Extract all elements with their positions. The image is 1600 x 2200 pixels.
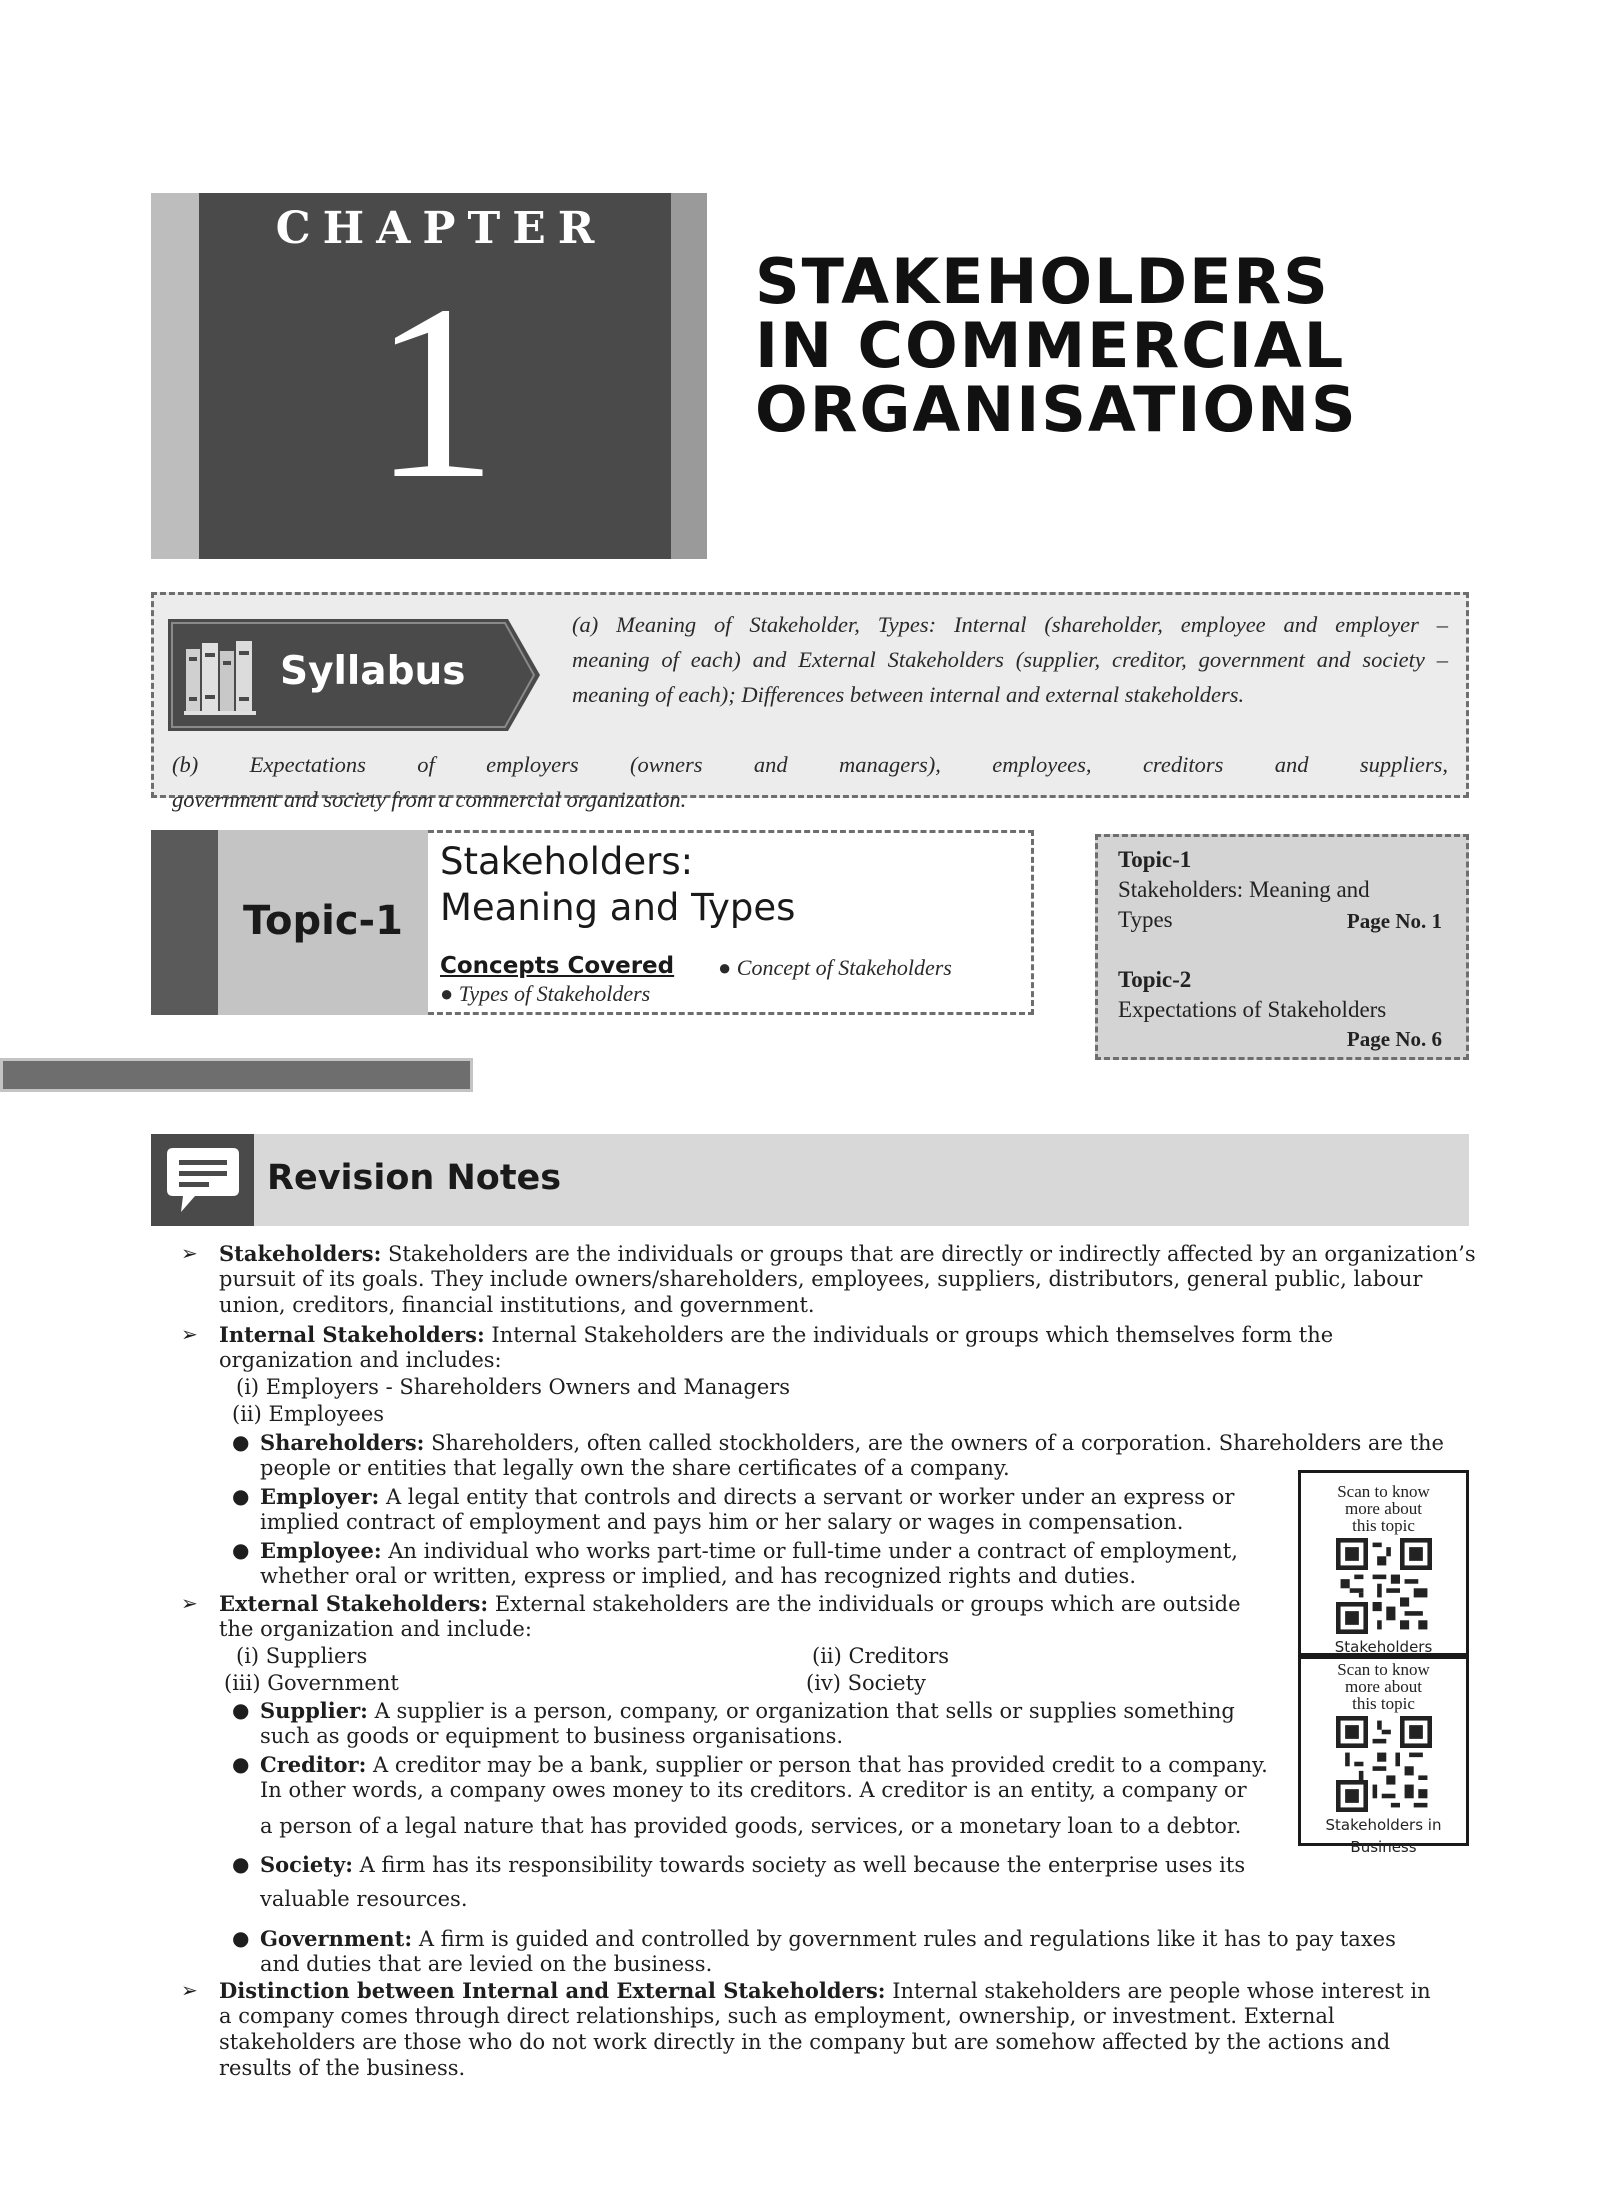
note-term: Government: [260,1926,413,1951]
arrow-bullet-icon: ➢ [181,1978,198,2002]
note-line: whether oral or written, express or implied, and has recognized rights and duties. [260,1564,1136,1588]
note-line: a company comes through direct relationships, such as employment, ownership, or investment. External [219,2004,1335,2028]
chapter-word: CHAPTER [275,203,607,254]
topic-side-bar [151,830,218,1015]
qr-label: Stakeholders in [1325,1816,1442,1834]
chapter-badge [151,193,707,559]
note-term: Shareholders: [260,1430,425,1455]
arrow-bullet-icon: ➢ [181,1591,198,1615]
syllabus-text [172,607,1448,817]
note-term: Internal Stakeholders: [219,1322,485,1347]
note-text: Stakeholders are the individuals or groups that are directly or indirectly affected by an organization’s [388,1242,1476,1266]
index-topic-1-label: Topic-1 [1118,847,1192,872]
note-list-item: (iii) Government [224,1671,399,1695]
topic-title-line: Meaning and Types [440,886,796,929]
note-line: the organization and include: [219,1617,532,1641]
revision-notes-header [151,1134,1469,1226]
syllabus-line: (a) Meaning of Stakeholder, Types: Internal (shareholder, employee and employer – [572,612,1448,637]
topic-index-box [1095,834,1469,1060]
note-text: An individual who works part-time or full-time under a contract of employment, [388,1539,1238,1563]
note-line: organization and includes: [219,1348,502,1372]
note-line [260,1697,1235,1725]
bullet-icon: ● [232,1538,250,1562]
note-line [219,1977,1431,2005]
note-line: valuable resources. [260,1887,468,1911]
syllabus-line: meaning of each); Differences between internal and external stakeholders. [572,682,1245,707]
bullet-icon: ● [232,1926,250,1950]
chapter-title-line: STAKEHOLDERS [755,245,1330,318]
note-text: A firm is guided and controlled by government rules and regulations like it has to pay taxes [418,1927,1396,1951]
qr-caption: more about [1345,1499,1422,1518]
bullet-icon: ● [232,1430,250,1454]
chapter-title-line: ORGANISATIONS [755,373,1358,446]
note-line [260,1925,1396,1953]
note-line: pursuit of its goals. They include owners/shareholders, employees, suppliers, distributors, general public, labour [219,1267,1423,1291]
topic-label: Topic-1 [243,898,403,944]
bullet-icon: ● [232,1484,250,1508]
index-topic-1-title: Types [1118,907,1173,932]
note-line [260,1851,1245,1879]
note-term: Employee: [260,1538,382,1563]
concept-item: ● Concept of Stakeholders [718,955,952,980]
chapter-number: 1 [372,254,498,531]
note-list-item: (i) Employers - Shareholders Owners and Managers [236,1375,791,1399]
note-text: A firm has its responsibility towards society as well because the enterprise uses its [359,1853,1246,1877]
index-topic-2-title: Expectations of Stakeholders [1118,997,1387,1022]
note-text: A legal entity that controls and directs a servant or worker under an express or [385,1485,1235,1509]
revision-notes-title: Revision Notes [267,1158,562,1198]
chapter-title [755,245,1555,446]
note-line [260,1483,1234,1511]
note-line: stakeholders are those who do not work directly in the company but are somehow affected by the actions and [219,2030,1391,2054]
index-topic-1-page: Page No. 1 [1346,909,1442,933]
syllabus-line: government and society from a commercial organization. [172,787,687,812]
note-line [260,1751,1268,1779]
chapter-badge-strip [671,193,707,559]
note-list-item: (i) Suppliers [236,1644,368,1668]
note-term: Supplier: [260,1698,368,1723]
syllabus-line: meaning of each) and External Stakeholders (supplier, creditor, government and society – [572,647,1448,672]
syllabus-label: Syllabus [280,649,466,694]
syllabus-line: (b) Expectations of employers (owners and managers), employees, creditors and suppliers, [172,752,1448,777]
index-topic-2-page: Page No. 6 [1346,1027,1442,1051]
note-line [260,1537,1238,1565]
note-line: union, creditors, financial institutions, and government. [219,1293,815,1317]
qr-label: Business [1350,1838,1417,1856]
qr-label: Stakeholders [1334,1638,1433,1656]
note-line [219,1321,1333,1349]
topic-title-line: Stakeholders: [440,840,694,883]
qr-caption: this topic [1352,1516,1415,1535]
concept-item: ● Types of Stakeholders [440,981,651,1006]
speech-bubble-icon [165,1144,241,1218]
topic-label-panel [218,830,428,1015]
note-term: Creditor: [260,1752,367,1777]
note-text: A supplier is a person, company, or organization that sells or supplies something [374,1699,1235,1723]
note-term: Society: [260,1852,353,1877]
revision-icon-panel [151,1134,254,1226]
bullet-icon: ● [232,1698,250,1722]
chapter-title-line: IN COMMERCIAL [755,309,1346,382]
qr-box [1298,1470,1469,1656]
qr-code-icon[interactable] [1336,1538,1432,1634]
arrow-bullet-icon: ➢ [181,1322,198,1346]
note-line [219,1590,1241,1618]
note-line: implied contract of employment and pays him or her salary or wages in compensation. [260,1510,1184,1534]
note-list-item: (ii) Employees [232,1402,385,1426]
section-divider-bar [0,1058,473,1092]
qr-caption: Scan to know [1337,1482,1430,1501]
qr-caption: more about [1345,1677,1422,1696]
note-term: Employer: [260,1484,380,1509]
note-text: Internal Stakeholders are the individuals or groups which themselves form the [491,1323,1334,1347]
bullet-icon: ● [232,1752,250,1776]
note-line [260,1429,1444,1457]
arrow-bullet-icon: ➢ [181,1241,198,1265]
topic-title [440,839,795,931]
qr-box [1298,1656,1469,1856]
note-line: a person of a legal nature that has provided goods, services, or a monetary loan to a debtor. [260,1814,1242,1838]
note-line: In other words, a company owes money to its creditors. A creditor is an entity, a company or [260,1778,1247,1802]
concepts-covered-label: Concepts Covered [440,953,675,979]
note-term: Stakeholders: [219,1241,382,1266]
note-line: and duties that are levied on the business. [260,1952,713,1976]
qr-caption: this topic [1352,1694,1415,1713]
note-list-item: (iv) Society [806,1671,926,1695]
index-topic-2-label: Topic-2 [1118,967,1192,992]
bullet-icon: ● [232,1852,250,1876]
topic-header [151,830,1034,1015]
topic-details [428,830,1034,1015]
index-topic-1-title: Stakeholders: Meaning and [1118,877,1370,902]
note-line [219,1240,1476,1268]
syllabus-box [151,592,1469,812]
note-text: Internal stakeholders are people whose interest in [892,1979,1431,2003]
note-list-item: (ii) Creditors [812,1644,950,1668]
note-line: people or entities that legally own the share certificates of a company. [260,1456,1010,1480]
qr-caption: Scan to know [1337,1660,1430,1679]
note-line: results of the business. [219,2056,466,2080]
note-line: such as goods or equipment to business organisations. [260,1724,844,1748]
note-text: A creditor may be a bank, supplier or person that has provided credit to a company. [373,1753,1268,1777]
chapter-badge-panel [199,193,671,559]
note-term: Distinction between Internal and External Stakeholders: [219,1978,886,2003]
qr-code-icon[interactable] [1336,1716,1432,1812]
note-text: Shareholders, often called stockholders, are the owners of a corporation. Shareholders are the [431,1431,1444,1455]
note-term: External Stakeholders: [219,1591,489,1616]
note-text: External stakeholders are the individuals or groups which are outside [494,1592,1241,1616]
